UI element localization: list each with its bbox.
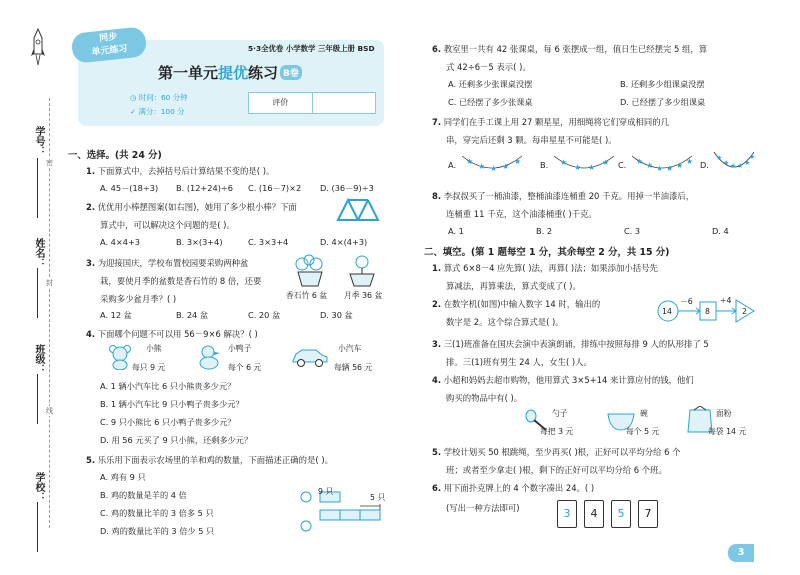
svg-text:★: ★ bbox=[588, 163, 596, 172]
fill-q6-hint: (写出一种方法即可) bbox=[446, 503, 520, 513]
section-2-title: 二、填空。(第 1 题每空 1 分，其余每空 2 分，共 15 分) bbox=[424, 247, 670, 258]
q1-option-b[interactable]: B. (12+24)÷6 bbox=[176, 183, 233, 193]
class-line[interactable] bbox=[37, 374, 38, 424]
playing-card-4: 7 bbox=[638, 500, 658, 528]
q8-stem: 8. 李叔叔买了一桶油漆，整桶油漆连桶重 20 千克。用掉一半油漆后， bbox=[432, 191, 695, 201]
student-number-label: 学号： bbox=[33, 126, 44, 156]
shop-price-1: 每把 3 元 bbox=[540, 427, 574, 436]
cut-mark: 密 bbox=[46, 159, 53, 167]
svg-text:★: ★ bbox=[466, 157, 474, 166]
school-label: 学校： bbox=[33, 472, 44, 502]
q1-option-d[interactable]: D. (36－9)÷3 bbox=[320, 183, 374, 193]
fill-q1-line-1: 1. 算式 6×8－4 应先算( )法，再算( )法；如果添加小括号先 bbox=[432, 263, 658, 273]
svg-text:★: ★ bbox=[656, 164, 664, 173]
svg-text:★: ★ bbox=[514, 157, 522, 166]
svg-text:★: ★ bbox=[737, 162, 744, 170]
q6-option-d[interactable]: D. 已经摆了多少组课桌 bbox=[620, 97, 706, 107]
bar-label-sheep: 9 只 bbox=[318, 487, 334, 496]
q7-stem-2: 串，穿完后还剩 3 颗。每串星星不可能是( )。 bbox=[446, 135, 617, 145]
bar-label-extra: 5 只 bbox=[370, 493, 386, 502]
student-number-line[interactable] bbox=[37, 158, 38, 218]
q4-item-1: 小熊 bbox=[146, 344, 162, 353]
machine-output: 2 bbox=[742, 307, 747, 316]
q5-option-b[interactable]: B. 鸡的数量是羊的 4 倍 bbox=[100, 490, 187, 500]
svg-text:★: ★ bbox=[716, 154, 723, 162]
q7-option-c[interactable]: C. bbox=[618, 160, 627, 170]
q2-stem: 2. 优优用小棒摆图案(如右图)，她用了多少根小棒？下面 bbox=[86, 202, 297, 212]
q4-option-a[interactable]: A. 1 辆小汽车比 6 只小熊贵多少元？ bbox=[100, 381, 236, 391]
svg-text:★: ★ bbox=[636, 157, 644, 166]
playing-card-2: 4 bbox=[584, 500, 604, 528]
binding-strip bbox=[6, 28, 58, 558]
svg-text:★: ★ bbox=[574, 163, 582, 172]
score-label: 评价 bbox=[272, 98, 289, 107]
q1-option-c[interactable]: C. (16－7)×2 bbox=[248, 183, 302, 193]
shop-price-3: 每袋 14 元 bbox=[708, 427, 747, 436]
page-number: 3 bbox=[728, 544, 754, 562]
q6-option-a[interactable]: A. 还剩多少张课桌没摆 bbox=[448, 79, 533, 89]
q1-stem: 1. 下面算式中，去掉括号后计算结果不变的是( )。 bbox=[86, 166, 275, 176]
star-string-a-icon bbox=[460, 150, 524, 176]
toy-car-icon bbox=[290, 346, 330, 368]
q1-option-a[interactable]: A. 45－(18÷3) bbox=[100, 183, 159, 193]
fill-q6-line-1: 6. 用下面扑克牌上的 4 个数字凑出 24。( ) bbox=[432, 483, 595, 493]
machine-op-2: ÷4 bbox=[720, 296, 732, 305]
clock-icon: ◷ bbox=[130, 93, 139, 102]
fill-q3-line-1: 3. 三(1)班准备在国庆会演中表演朗诵，排练中按照每排 9 人的队形排了 5 bbox=[432, 339, 709, 349]
q8-stem-2: 连桶重 11 千克，这个油漆桶重( )千克。 bbox=[446, 209, 597, 219]
star-string-c-icon bbox=[630, 150, 694, 176]
svg-text:★: ★ bbox=[723, 159, 730, 167]
name-label: 姓名： bbox=[33, 238, 44, 268]
fill-q4-line-1: 4. 小超和妈妈去超市购物，他用算式 3×5+14 来计算应付的钱，他们 bbox=[432, 375, 694, 385]
fill-q5-line-2: 班；或者至少拿走( )根，剩下的正好可以平均分给 6 个班。 bbox=[446, 465, 667, 475]
q4-option-d[interactable]: D. 用 56 元买了 9 只小熊，还剩多少元？ bbox=[100, 435, 253, 445]
fill-q4-line-2: 购买的物品中有( )。 bbox=[446, 393, 523, 403]
q6-option-c[interactable]: C. 已经摆了多少张课桌 bbox=[448, 97, 533, 107]
q3-stem-2: 栽，要使月季的盆数是香石竹的 8 倍，还要 bbox=[100, 276, 262, 286]
playing-card-3: 5 bbox=[611, 500, 631, 528]
q7-option-d[interactable]: D. bbox=[700, 160, 709, 170]
q5-option-c[interactable]: C. 鸡的数量比羊的 3 倍多 5 只 bbox=[100, 508, 214, 518]
q4-option-b[interactable]: B. 1 辆小汽车比 9 只小鸭子贵多少元？ bbox=[100, 399, 244, 409]
q2-option-b[interactable]: B. 3×(3+4) bbox=[176, 237, 223, 247]
rocket-icon bbox=[31, 28, 45, 68]
q4-item-3: 小汽车 bbox=[338, 344, 362, 353]
star-string-d-icon bbox=[712, 148, 756, 176]
q7-option-b[interactable]: B. bbox=[540, 160, 549, 170]
stick-triangles-figure bbox=[336, 196, 384, 222]
full-score: ✓ 满分：100 分 bbox=[130, 107, 185, 116]
q3-option-c[interactable]: C. 20 盆 bbox=[248, 310, 281, 320]
fill-q2-line-1: 2. 在数字机(如图)中输入数字 14 时，输出的 bbox=[432, 299, 601, 309]
rose-caption: 月季 36 盆 bbox=[344, 291, 383, 300]
fill-q1-line-2: 算减法，再算乘法，算式变成了( )。 bbox=[446, 281, 581, 291]
shop-price-2: 每个 5 元 bbox=[626, 427, 660, 436]
svg-text:★: ★ bbox=[686, 157, 694, 166]
q6-option-b[interactable]: B. 还剩多少组课桌没摆 bbox=[620, 79, 705, 89]
svg-text:★: ★ bbox=[502, 162, 510, 171]
fill-q5-line-1: 5. 学校计划买 50 根跳绳，至少再买( )根，正好可以平均分给 6 个 bbox=[432, 447, 681, 457]
q2-option-c[interactable]: C. 3×3+4 bbox=[248, 237, 289, 247]
svg-text:★: ★ bbox=[730, 162, 737, 170]
time-limit: ◷ 时间：60 分钟 bbox=[130, 93, 188, 102]
svg-text:★: ★ bbox=[602, 158, 610, 167]
score-box bbox=[248, 92, 376, 114]
page-title: 第一单元提优练习 B卷 bbox=[158, 62, 302, 83]
machine-middle: 8 bbox=[705, 307, 710, 316]
svg-text:★: ★ bbox=[478, 162, 486, 171]
duckling-icon bbox=[196, 344, 224, 370]
shop-item-3: 面粉 bbox=[716, 409, 732, 418]
svg-text:★: ★ bbox=[676, 161, 684, 170]
fill-q3-line-2: 排。三(1)班有男生 24 人，女生( )人。 bbox=[446, 357, 592, 367]
q3-option-d[interactable]: D. 30 盆 bbox=[320, 310, 353, 320]
svg-text:★: ★ bbox=[749, 153, 756, 161]
q2-option-a[interactable]: A. 4×4+3 bbox=[100, 237, 141, 247]
q3-stem: 3. 为迎接国庆，学校布置校园要采购两种盆 bbox=[86, 258, 249, 268]
shop-item-1: 勺子 bbox=[552, 409, 568, 418]
class-label: 班级： bbox=[33, 344, 44, 374]
q4-stem: 4. 下面哪个问题不可以用 56－9×6 解决？( ) bbox=[86, 329, 258, 339]
section-1-title: 一、选择。(共 24 分) bbox=[68, 150, 162, 161]
q8-option-b[interactable]: B. 2 bbox=[536, 226, 553, 236]
q5-stem: 5. 乐乐用下面表示农场里的羊和鸡的数量，下面描述正确的是( )。 bbox=[86, 455, 334, 465]
shop-item-2: 碗 bbox=[640, 409, 648, 418]
q7-stem: 7. 同学们在手工课上用 27 颗星星，用细绳将它们穿成相同的几 bbox=[432, 117, 670, 127]
name-line[interactable] bbox=[37, 268, 38, 318]
q4-item-2: 小鸭子 bbox=[228, 344, 252, 353]
q2-option-d[interactable]: D. 4×(4+3) bbox=[320, 237, 368, 247]
q3-stem-3: 采购多少盆月季？( ) bbox=[100, 294, 177, 304]
unit-badge: 同步 单元练习 bbox=[71, 26, 148, 64]
svg-text:★: ★ bbox=[560, 158, 568, 167]
q4-price-3: 每辆 56 元 bbox=[334, 363, 373, 372]
q8-option-d[interactable]: D. 4 bbox=[712, 226, 729, 236]
machine-op-1: －6 bbox=[680, 297, 693, 306]
cut-mark: 线 bbox=[46, 407, 53, 415]
q4-price-2: 每个 6 元 bbox=[228, 363, 262, 372]
svg-text:★: ★ bbox=[744, 159, 751, 167]
q8-option-a[interactable]: A. 1 bbox=[448, 226, 464, 236]
q6-stem-2: 式 42÷6－5 表示( )。 bbox=[446, 62, 531, 72]
worksheet-header bbox=[78, 32, 384, 126]
machine-input: 14 bbox=[662, 307, 672, 316]
q5-option-d[interactable]: D. 鸡的数量比羊的 3 倍少 5 只 bbox=[100, 526, 215, 536]
score-input[interactable] bbox=[312, 93, 376, 113]
svg-text:★: ★ bbox=[666, 164, 674, 173]
fill-q2-line-2: 数字是 2。这个综合算式是( )。 bbox=[446, 317, 564, 327]
star-string-b-icon bbox=[552, 150, 616, 176]
q6-stem: 6. 教室里一共有 42 张课桌，每 6 张摆成一组，值日生已经摆完 5 组，算 bbox=[432, 44, 708, 54]
svg-text:★: ★ bbox=[646, 161, 654, 170]
q3-option-b[interactable]: B. 24 盆 bbox=[176, 310, 209, 320]
rose-pot-icon bbox=[342, 254, 382, 288]
q4-option-c[interactable]: C. 9 只小熊比 6 只小鸭子贵多少元？ bbox=[100, 417, 236, 427]
svg-text:★: ★ bbox=[490, 164, 498, 173]
teddy-bear-icon bbox=[106, 344, 134, 370]
q7-option-a[interactable]: A. bbox=[448, 160, 457, 170]
q4-price-1: 每只 9 元 bbox=[132, 363, 166, 372]
q2-stem-2: 算式中，可以解决这个问题的是( )。 bbox=[100, 220, 235, 230]
version-tag: B卷 bbox=[280, 65, 302, 80]
school-line[interactable] bbox=[37, 502, 38, 552]
q8-option-c[interactable]: C. 3 bbox=[624, 226, 641, 236]
check-icon: ✓ bbox=[130, 107, 139, 116]
q5-option-a[interactable]: A. 鸡有 9 只 bbox=[100, 472, 146, 482]
carnation-pot-icon bbox=[290, 254, 330, 288]
carnation-caption: 香石竹 6 盆 bbox=[286, 291, 328, 300]
cut-mark: 封 bbox=[46, 279, 53, 287]
book-meta: 5·3全优卷 小学数学 三年级上册 BSD bbox=[248, 44, 375, 53]
q3-option-a[interactable]: A. 12 盆 bbox=[100, 310, 132, 320]
playing-card-1: 3 bbox=[557, 500, 577, 528]
